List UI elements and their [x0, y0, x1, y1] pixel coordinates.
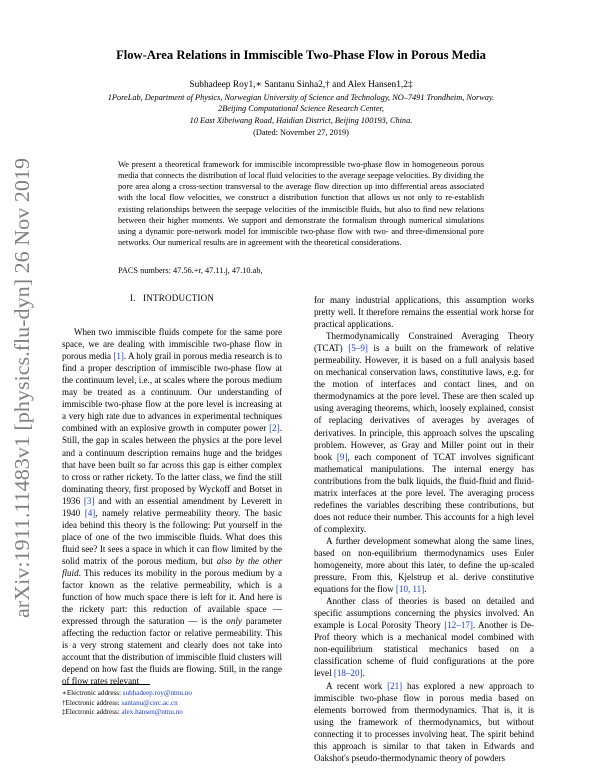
arxiv-identifier: arXiv:1911.11483v1 [physics.flu-dyn] 26 Nov 2019	[10, 170, 34, 618]
emphasis: only	[226, 616, 242, 627]
pacs-numbers: PACS numbers: 47.56.+r, 47.11.j, 47.10.ab,	[118, 266, 263, 275]
text-run: is a built on the framework of relative permeability. However, it is based on a full analysis based on mechanical conservation laws, constitutive laws, e.g. for the motion of interfaces and contact lines, and on thermodynamics at the pore level. These are then scaled up using averaging theorems, which, loosely explained, consist of replacing derivatives of averages by averages of derivatives. In principle, this approach solves the upscaling problem. However, as Gray and Miller point out in their book	[314, 343, 534, 462]
paper-header	[60, 48, 542, 137]
text-run: . Another is De-Prof theory which is a mechanical model combined with non-equilibrium statistical mechanics based on a classification scheme of fluid configurations at the pore level	[314, 620, 534, 679]
footnote-label: †Electronic address:	[62, 698, 122, 707]
text-run: . Still, the gap in scales between the physics at the pore level and a continuum description remains huge and the bridges that have been built so far across this gap is either complex to cross or rather rickety. To the latter class, we find the still dominating theory, first proposed by Wyckoff and Botset in 1936	[62, 423, 282, 506]
footnote-label: ∗Electronic address:	[62, 689, 123, 697]
section-number: I.	[129, 293, 136, 303]
citation-link[interactable]: [12–17]	[444, 620, 473, 631]
section-title: INTRODUCTION	[143, 293, 215, 303]
affiliation-2: 2Beijing Computational Science Research Center,	[218, 104, 384, 114]
left-column	[62, 292, 282, 687]
intro-paragraph-3	[314, 535, 534, 595]
affiliation-1: 1PoreLab, Department of Physics, Norwegian University of Science and Technology, NO–7491 Trondheim, Norway.	[107, 93, 495, 102]
footnote-author-1	[62, 689, 192, 699]
text-run: A recent work	[326, 680, 388, 691]
footnote-author-3	[62, 708, 192, 718]
intro-paragraph-5	[314, 680, 534, 764]
abstract: We present a theoretical framework for immiscible incompressible two-phase flow in homogeneous porous media that connects the distribution of local fluid velocities to the average seepage velocities. By dividing the pore area along a cross-section transversal to the average flow direction up into differential areas associated with the local flow velocities, we construct a distribution function that allows us not only to re-establish existing relationships between the seepage velocities of the immiscible fluids, but also to find new relations between their higher moments. We support and demonstrate the formalism through numerical simulations using a dynamic pore-network model for immiscible two-phase flow with two- and three-dimensional pore networks. Our numerical results are in agreement with the theoretical considerations.	[118, 160, 484, 248]
citation-link[interactable]: [10, 11]	[395, 584, 425, 595]
citation-link[interactable]: [3]	[83, 495, 95, 506]
intro-paragraph-4	[314, 595, 534, 679]
text-run: , namely relative permeability theory. The basic idea behind this theory is the following: Put yourself in the place of one of the two immiscible fluids. What does this fluid see? It sees a space in which it can flow limited by the solid matrix of the porous medium, but	[62, 507, 282, 566]
footnote-label: ‡Electronic address:	[62, 708, 122, 716]
citation-link[interactable]: [4]	[84, 507, 96, 518]
text-run: A further development somewhat along the same lines, based on non-equilibrium thermodynamics uses Euler homogeneity, more about this later, to define the up-scaled pressure. From this, Kjelstrup et al. derive constitutive equations for the flow	[314, 535, 534, 595]
section-heading	[62, 292, 282, 304]
text-run: Thermodynamically Constrained Averaging Theory (TCAT)	[314, 331, 534, 354]
arxiv-stamp-graphic	[2, 150, 38, 620]
text-run: . This reduces its mobility in the porous medium by a factor known as the relative permeability, which is a function of how much space there is left for it. And here is the rickety part: this reduction of available space — expressed through the saturation — is the	[62, 567, 282, 627]
paper-title: Flow-Area Relations in Immiscible Two-Phase Flow in Porous Media	[116, 48, 486, 62]
text-run: , each component of TCAT involves significant mathematical manipulations. The internal energy has contributions from the bulk liquids, the fluid-fluid and fluid-matrix interfaces at the pore level. The averaging process redefines the variables describing these contributions, but does not reduce their number. This accounts for a high level of complexity.	[314, 451, 534, 534]
citation-link[interactable]: [2]	[269, 423, 280, 434]
citation-link[interactable]: [5–9]	[348, 343, 368, 354]
text-run: Another class of theories is based on detailed and specific assumptions concerning the physics involved. An example is Local Porosity Theory	[314, 596, 534, 631]
continued-paragraph: for many industrial applications, this assumption works pretty well. It therefore remains the essential work horse for practical applications.	[314, 295, 534, 330]
citation-link[interactable]: [9]	[336, 451, 348, 462]
text-run: parameter affecting the reduction factor or relative permeability. This is a very strong statement and clearly does not take into account that the distribution of immiscible fluid clusters will depend on how fast the fluids are flowing. Still, in the range of flow rates relevant	[62, 616, 282, 687]
date-line: (Dated: November 27, 2019)	[253, 127, 349, 137]
intro-paragraph-1	[62, 326, 282, 687]
text-run: has explored a new approach to immiscible two-phase flow in porous media based on elements borrowed from thermodynamics. That is, it is using the framework of thermodynamics, but without connecting it to processes involving heat. The spirit behind this approach is similar to that taken in Edwards and Oakshot's pseudo-thermodynamic theory of powders	[314, 680, 534, 763]
footnote-author-2	[62, 699, 192, 709]
text-run: .	[424, 584, 427, 595]
citation-link[interactable]: [18–20]	[333, 668, 363, 679]
text-run: .	[362, 668, 365, 679]
emphasis: also by the other fluid	[62, 555, 282, 578]
text-run: . A holy grail in porous media research is to find a proper description of immiscible two-phase flow at the continuum level, i.e., at scales where the porous medium may be treated as a continuum. Our understanding of immiscible two-phase flow at the pore level is increasing at a very high rate due to advances in experimental techniques combined with an explosive growth in computer power	[62, 351, 282, 434]
affiliation-3: 10 East Xibeiwang Road, Haidian District, Beijing 100193, China.	[189, 115, 413, 125]
email-link[interactable]: alex.hansen@ntnu.no	[121, 708, 183, 716]
footnotes	[62, 689, 192, 718]
intro-paragraph-2	[314, 330, 534, 535]
right-column	[314, 294, 534, 764]
email-link[interactable]: subhadeep.roy@ntnu.no	[122, 689, 192, 697]
text-run: and with an essential amendment by Leverett in 1940	[62, 495, 283, 518]
email-link[interactable]: santanu@csrc.ac.cn	[121, 698, 178, 707]
arxiv-stamp	[2, 150, 38, 620]
author-list: Subhadeep Roy1,∗ Santanu Sinha2,† and Alex Hansen1,2‡	[189, 80, 413, 90]
citation-link[interactable]: [1]	[113, 351, 124, 362]
footnote-rule	[62, 684, 150, 685]
text-run: When two immiscible fluids compete for the same pore space, we are dealing with immiscible two-phase flow in porous media	[62, 327, 282, 362]
citation-link[interactable]: [21]	[387, 680, 403, 691]
